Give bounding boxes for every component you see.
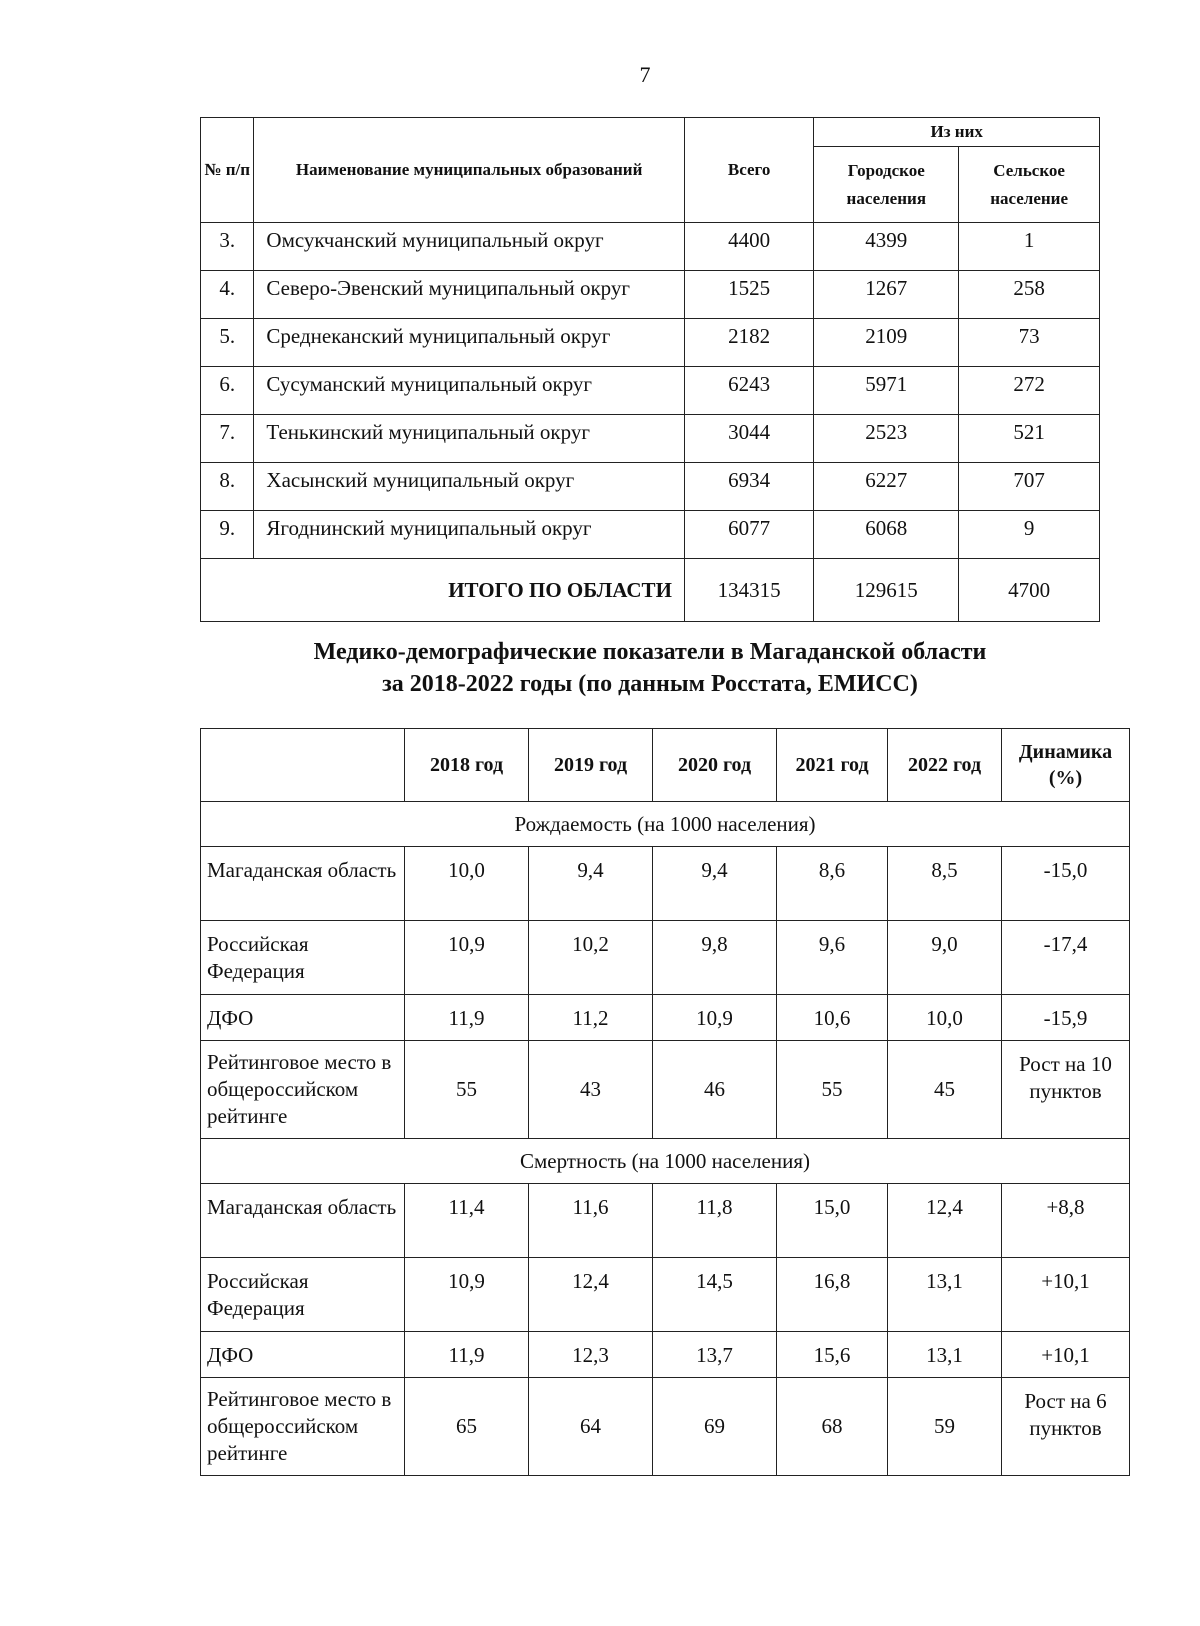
title-line-1: Медико-демографические показатели в Магаданской области — [313, 639, 987, 665]
dynamics-cell: -15,9 — [1002, 995, 1130, 1041]
value-cell: 11,2 — [529, 995, 653, 1041]
table-row — [201, 1378, 1130, 1476]
row-rural: 272 — [959, 367, 1100, 415]
row-name: Ягоднинский муниципальный округ — [254, 511, 684, 559]
row-num: 9. — [201, 511, 254, 559]
value-cell: 46 — [653, 1041, 777, 1139]
header-num: № п/п — [201, 118, 254, 223]
value-cell: 13,7 — [653, 1332, 777, 1378]
header-col-4: 2022 год — [888, 729, 1002, 802]
row-total: 1525 — [684, 271, 813, 319]
value-cell: 8,5 — [888, 847, 1002, 921]
value-cell: 55 — [777, 1041, 888, 1139]
header-total: Всего — [684, 118, 813, 223]
row-label: Рейтинговое место в общероссийском рейтинге — [201, 1378, 405, 1476]
value-cell: 9,8 — [653, 921, 777, 995]
table-row — [201, 1184, 1130, 1258]
value-cell: 11,9 — [405, 1332, 529, 1378]
row-num: 3. — [201, 223, 254, 271]
row-name: Северо-Эвенский муниципальный округ — [254, 271, 684, 319]
table-row — [201, 415, 1100, 463]
header-of-them: Из них — [814, 118, 1100, 147]
table-row — [201, 1258, 1130, 1332]
value-cell: 9,4 — [529, 847, 653, 921]
value-cell: 13,1 — [888, 1332, 1002, 1378]
value-cell: 64 — [529, 1378, 653, 1476]
table-row — [201, 1332, 1130, 1378]
value-cell: 45 — [888, 1041, 1002, 1139]
section-title-cell: Смертность (на 1000 населения) — [201, 1139, 1130, 1184]
row-urban: 2109 — [814, 319, 959, 367]
row-label: ДФО — [201, 995, 405, 1041]
row-label: Российская Федерация — [201, 921, 405, 995]
row-rural: 1 — [959, 223, 1100, 271]
value-cell: 10,6 — [777, 995, 888, 1041]
total-urban: 129615 — [814, 559, 959, 622]
value-cell: 8,6 — [777, 847, 888, 921]
value-cell: 12,4 — [529, 1258, 653, 1332]
row-label: ДФО — [201, 1332, 405, 1378]
row-urban: 6068 — [814, 511, 959, 559]
demographics-table — [200, 728, 1130, 1476]
row-rural: 258 — [959, 271, 1100, 319]
row-rural: 707 — [959, 463, 1100, 511]
row-urban: 1267 — [814, 271, 959, 319]
row-urban: 4399 — [814, 223, 959, 271]
dynamics-cell: +10,1 — [1002, 1258, 1130, 1332]
dynamics-cell: Рост на 10 пунктов — [1002, 1041, 1130, 1139]
section-title-cell: Рождаемость (на 1000 населения) — [201, 802, 1130, 847]
section-title — [0, 636, 1200, 700]
table-row — [201, 847, 1130, 921]
value-cell: 12,3 — [529, 1332, 653, 1378]
row-name: Тенькинский муниципальный округ — [254, 415, 684, 463]
row-urban: 2523 — [814, 415, 959, 463]
value-cell: 65 — [405, 1378, 529, 1476]
row-name: Хасынский муниципальный округ — [254, 463, 684, 511]
header-col-2: 2020 год — [653, 729, 777, 802]
row-num: 6. — [201, 367, 254, 415]
header-name: Наименование муниципальных образований — [254, 118, 684, 223]
value-cell: 13,1 — [888, 1258, 1002, 1332]
row-label: Магаданская область — [201, 1184, 405, 1258]
dynamics-cell: +10,1 — [1002, 1332, 1130, 1378]
row-name: Сусуманский муниципальный округ — [254, 367, 684, 415]
value-cell: 11,4 — [405, 1184, 529, 1258]
value-cell: 10,0 — [405, 847, 529, 921]
total-label: ИТОГО ПО ОБЛАСТИ — [201, 559, 685, 622]
row-name: Омсукчанский муниципальный округ — [254, 223, 684, 271]
row-total: 6077 — [684, 511, 813, 559]
value-cell: 11,8 — [653, 1184, 777, 1258]
dynamics-cell: Рост на 6 пунктов — [1002, 1378, 1130, 1476]
page-number: 7 — [639, 62, 651, 87]
section-row — [201, 1139, 1130, 1184]
header-rural: Сельское население — [959, 147, 1100, 223]
row-total: 3044 — [684, 415, 813, 463]
value-cell: 10,2 — [529, 921, 653, 995]
row-rural: 9 — [959, 511, 1100, 559]
value-cell: 11,9 — [405, 995, 529, 1041]
section-row — [201, 802, 1130, 847]
value-cell: 12,4 — [888, 1184, 1002, 1258]
dynamics-cell: -17,4 — [1002, 921, 1130, 995]
row-urban: 5971 — [814, 367, 959, 415]
header-col-1: 2019 год — [529, 729, 653, 802]
row-total: 6934 — [684, 463, 813, 511]
value-cell: 59 — [888, 1378, 1002, 1476]
row-num: 4. — [201, 271, 254, 319]
value-cell: 15,0 — [777, 1184, 888, 1258]
value-cell: 43 — [529, 1041, 653, 1139]
table-row — [201, 1041, 1130, 1139]
row-num: 5. — [201, 319, 254, 367]
value-cell: 11,6 — [529, 1184, 653, 1258]
row-urban: 6227 — [814, 463, 959, 511]
value-cell: 10,0 — [888, 995, 1002, 1041]
row-num: 8. — [201, 463, 254, 511]
value-cell: 69 — [653, 1378, 777, 1476]
row-total: 6243 — [684, 367, 813, 415]
header-col-5: Динамика (%) — [1002, 729, 1130, 802]
table-row — [201, 921, 1130, 995]
header-col-0: 2018 год — [405, 729, 529, 802]
header-urban: Городское населения — [814, 147, 959, 223]
value-cell: 16,8 — [777, 1258, 888, 1332]
row-total: 2182 — [684, 319, 813, 367]
row-rural: 521 — [959, 415, 1100, 463]
row-total: 4400 — [684, 223, 813, 271]
row-label: Магаданская область — [201, 847, 405, 921]
total-all: 134315 — [684, 559, 813, 622]
table-row — [201, 271, 1100, 319]
row-num: 7. — [201, 415, 254, 463]
dynamics-cell: -15,0 — [1002, 847, 1130, 921]
value-cell: 68 — [777, 1378, 888, 1476]
table-row — [201, 223, 1100, 271]
total-row — [201, 559, 1100, 622]
table-row — [201, 367, 1100, 415]
value-cell: 10,9 — [653, 995, 777, 1041]
dynamics-cell: +8,8 — [1002, 1184, 1130, 1258]
value-cell: 15,6 — [777, 1332, 888, 1378]
value-cell: 10,9 — [405, 1258, 529, 1332]
header-col-3: 2021 год — [777, 729, 888, 802]
value-cell: 9,4 — [653, 847, 777, 921]
value-cell: 10,9 — [405, 921, 529, 995]
value-cell: 55 — [405, 1041, 529, 1139]
population-table — [200, 117, 1100, 622]
table-row — [201, 995, 1130, 1041]
row-label: Рейтинговое место в общероссийском рейтинге — [201, 1041, 405, 1139]
row-rural: 73 — [959, 319, 1100, 367]
table-row — [201, 319, 1100, 367]
header-empty — [201, 729, 405, 802]
value-cell: 9,0 — [888, 921, 1002, 995]
table-row — [201, 511, 1100, 559]
title-line-2: за 2018-2022 годы (по данным Росстата, ЕМИСС) — [382, 671, 918, 697]
value-cell: 14,5 — [653, 1258, 777, 1332]
row-name: Среднеканский муниципальный округ — [254, 319, 684, 367]
row-label: Российская Федерация — [201, 1258, 405, 1332]
table-row — [201, 463, 1100, 511]
total-rural: 4700 — [959, 559, 1100, 622]
value-cell: 9,6 — [777, 921, 888, 995]
